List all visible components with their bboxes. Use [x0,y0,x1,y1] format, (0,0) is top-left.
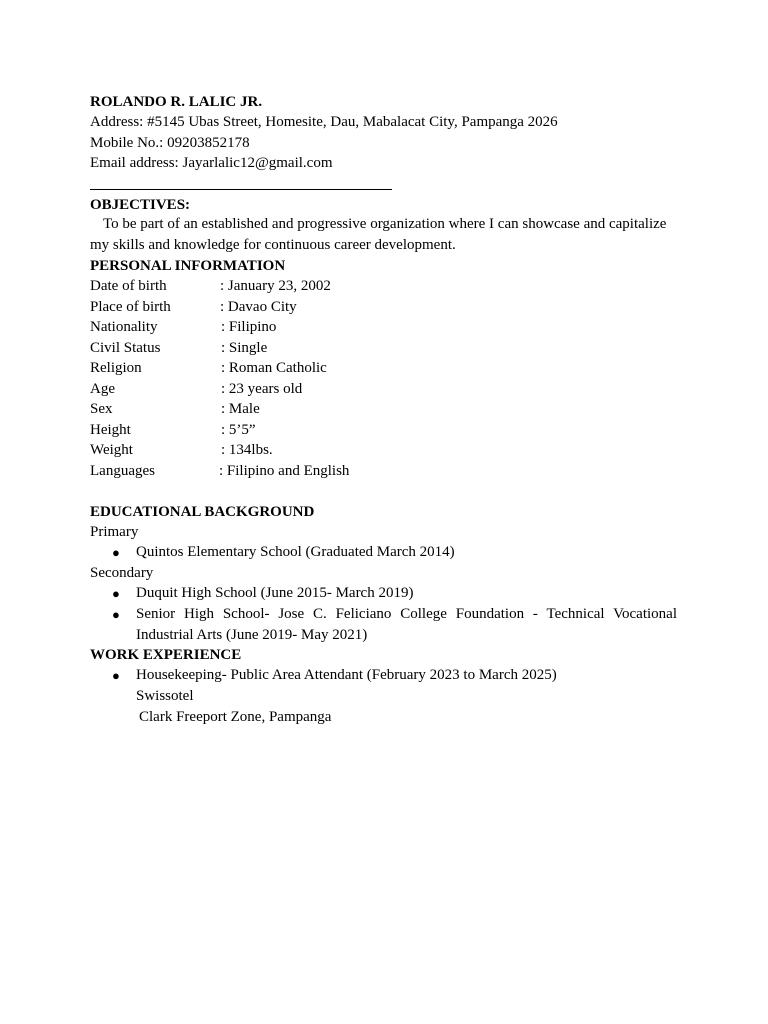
info-value-religion: : Roman Catholic [221,360,327,376]
objectives-text [90,214,680,255]
education-secondary-label: Secondary [90,565,154,581]
education-primary-label: Primary [90,524,139,540]
horizontal-divider [90,189,392,190]
info-label-height: Height [90,422,131,438]
education-heading: EDUCATIONAL BACKGROUND [90,504,315,520]
info-label-age: Age [90,381,115,397]
info-label-nationality: Nationality [90,319,158,335]
education-primary-item: Quintos Elementary School (Graduated March 2014) [136,544,455,560]
mobile-line: Mobile No.: 09203852178 [90,135,250,151]
info-label-sex: Sex [90,401,113,417]
info-value-nationality: : Filipino [221,319,277,335]
info-label-weight: Weight [90,442,133,458]
info-label-religion: Religion [90,360,142,376]
bullet-icon: ● [112,586,120,601]
education-secondary-item: Duquit High School (June 2015- March 2019) [136,585,414,601]
info-label-civil-status: Civil Status [90,340,161,356]
info-value-sex: : Male [221,401,260,417]
objectives-body: To be part of an established and progressive organization where I can showcase and capitalize my skills and knowledge for continuous career development. [90,216,667,253]
info-value-age: : 23 years old [221,381,303,397]
education-secondary-item: Senior High School- Jose C. Feliciano College Foundation - Technical Vocational Industrial Arts (June 2019- May 2021) [136,606,677,643]
address-line: Address: #5145 Ubas Street, Homesite, Dau, Mabalacat City, Pampanga 2026 [90,114,558,130]
objectives-heading: OBJECTIVES: [90,197,191,213]
work-experience-heading: WORK EXPERIENCE [90,647,242,663]
personal-info-heading: PERSONAL INFORMATION [90,258,286,274]
info-value-height: : 5’5” [221,422,256,438]
info-label-place-of-birth: Place of birth [90,299,171,315]
info-value-date-of-birth: : January 23, 2002 [220,278,331,294]
info-value-languages: : Filipino and English [219,463,350,479]
work-item-location: Clark Freeport Zone, Pampanga [139,709,332,725]
bullet-icon: ● [112,668,120,683]
info-value-place-of-birth: : Davao City [220,299,297,315]
work-item-title: Housekeeping- Public Area Attendant (February 2023 to March 2025) [136,667,557,683]
bullet-icon: ● [112,607,120,622]
applicant-name: ROLANDO R. LALIC JR. [90,94,263,110]
bullet-icon: ● [112,545,120,560]
work-item-company: Swissotel [136,688,194,704]
info-value-weight: : 134lbs. [221,442,273,458]
info-label-languages: Languages [90,463,155,479]
email-line: Email address: Jayarlalic12@gmail.com [90,155,333,171]
info-label-date-of-birth: Date of birth [90,278,167,294]
info-value-civil-status: : Single [221,340,268,356]
